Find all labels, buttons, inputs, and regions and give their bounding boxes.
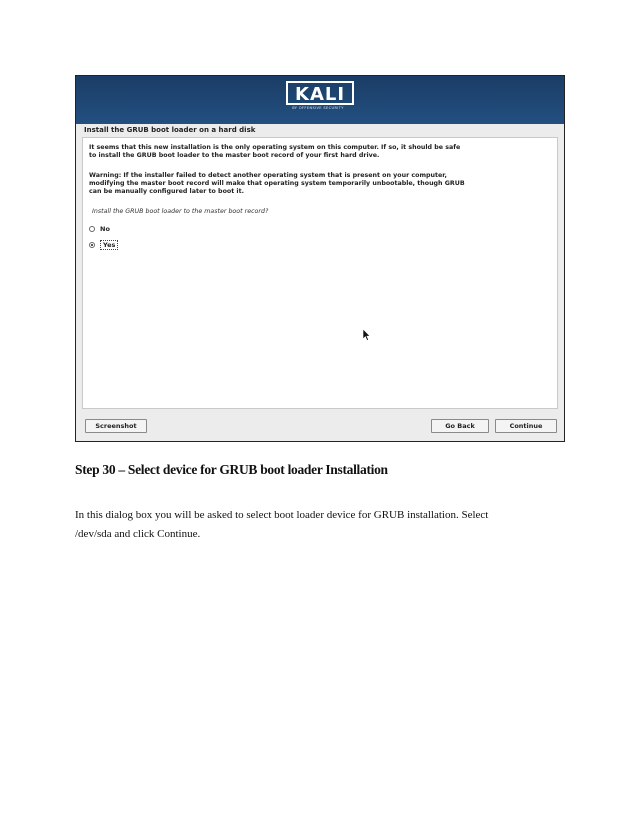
dialog-title: Install the GRUB boot loader on a hard disk	[84, 126, 256, 134]
question-label: Install the GRUB boot loader to the master boot record?	[92, 208, 269, 215]
option-yes-label: Yes	[100, 240, 118, 250]
installer-screenshot	[75, 75, 565, 442]
info-line: It seems that this new installation is the only operating system on this computer. If so, it should be safe	[89, 144, 461, 151]
logo-text: KALI	[286, 81, 354, 105]
logo-subtext: BY OFFENSIVE SECURITY	[292, 106, 344, 110]
radio-yes[interactable]	[89, 242, 95, 248]
body-paragraph	[75, 506, 555, 544]
option-no[interactable]	[89, 225, 110, 233]
warning-line: can be manually configured later to boot it.	[89, 188, 244, 195]
warning-line: Warning: If the installer failed to detect another operating system that is present on your computer,	[89, 172, 447, 179]
header-banner	[76, 76, 564, 124]
info-message	[89, 144, 553, 160]
screenshot-button[interactable]: Screenshot	[85, 419, 147, 433]
body-line: /dev/sda and click Continue.	[75, 528, 201, 540]
continue-button[interactable]: Continue	[495, 419, 557, 433]
go-back-button[interactable]: Go Back	[431, 419, 489, 433]
option-yes[interactable]	[89, 240, 118, 250]
step-heading: Step 30 – Select device for GRUB boot loader Installation	[75, 462, 388, 477]
mouse-cursor-icon	[362, 329, 370, 341]
info-line: to install the GRUB boot loader to the master boot record of your first hard drive.	[89, 152, 380, 159]
warning-message	[89, 172, 553, 196]
body-line: In this dialog box you will be asked to select boot loader device for GRUB installation. Select	[75, 509, 489, 521]
option-no-label: No	[100, 225, 110, 233]
warning-line: modifying the master boot record will make that operating system temporarily unbootable, though GRUB	[89, 180, 465, 187]
dialog-panel	[82, 137, 558, 409]
kali-logo	[286, 81, 350, 113]
radio-no[interactable]	[89, 226, 95, 232]
